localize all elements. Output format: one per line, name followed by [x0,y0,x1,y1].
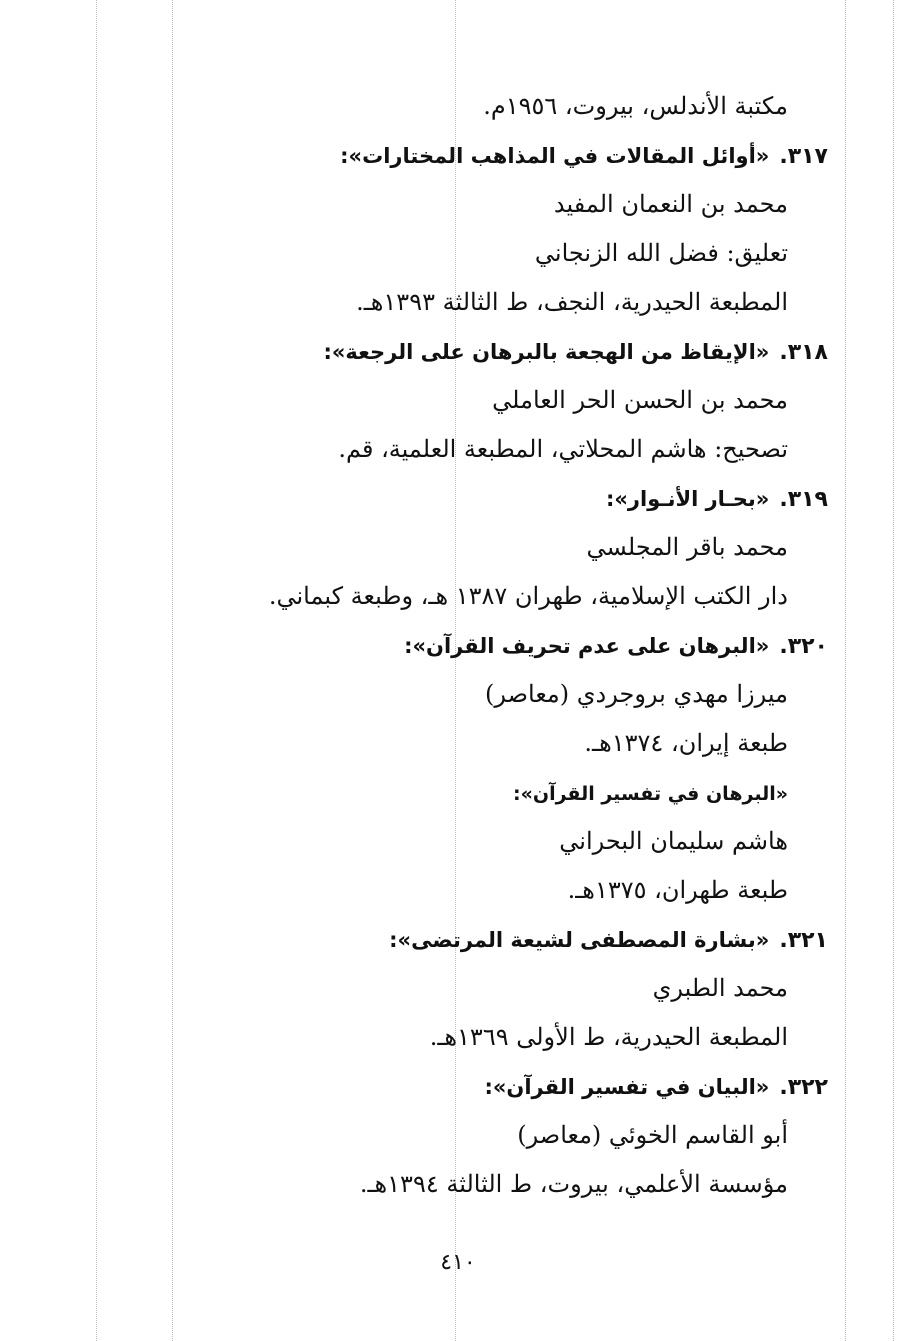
text-line: هاشم سليمان البحراني [559,827,788,855]
sub-entry-heading [110,768,788,817]
text-line: مؤسسة الأعلمي، بيروت، ط الثالثة ١٣٩٤هـ. [359,1170,788,1198]
text-line: مكتبة الأندلس، بيروت، ١٩٥٦م. [483,92,788,120]
entry-number: ٣٢١. [779,928,828,953]
entry-number: ٣١٩. [779,487,828,512]
entry-title: «أوائل المقالات في المذاهب المختارات»: [340,144,770,168]
text-line: دار الكتب الإسلامية، طهران ١٣٨٧ هـ، وطبعة كبماني. [268,582,788,610]
entry-title: «البرهان على عدم تحريف القرآن»: [404,634,770,658]
text-line: محمد باقر المجلسي [586,533,788,561]
text-line: محمد بن الحسن الحر العاملي [492,386,788,414]
text-line: تصحيح: هاشم المحلاتي، المطبعة العلمية، قم. [338,435,788,463]
entry-heading-321 [110,915,828,964]
page-number: ٤١٠ [440,1250,476,1275]
text-line: محمد بن النعمان المفيد [553,190,788,218]
entry-title: «الإيقاظ من الهجعة بالبرهان على الرجعة»: [323,340,770,364]
entry-heading-320 [110,621,828,670]
sub-entry-title: «البرهان في تفسير القرآن»: [513,783,788,805]
entry-heading-322 [110,1062,828,1111]
entry-heading-317 [110,131,828,180]
entry-number: ٣١٧. [779,144,828,169]
text-line: ميرزا مهدي بروجردي (معاصر) [485,680,788,708]
entry-heading-319 [110,474,828,523]
entry-number: ٣٢٢. [779,1075,828,1100]
entry-title: «البيان في تفسير القرآن»: [484,1075,770,1099]
text-line: أبو القاسم الخوئي (معاصر) [517,1121,788,1149]
text-line: المطبعة الحيدرية، النجف، ط الثالثة ١٣٩٣هـ. [356,288,788,316]
scan-artifact-line [845,0,846,1341]
entry-number: ٣٢٠. [779,634,828,659]
scan-artifact-line [96,0,97,1341]
scan-artifact-line [893,0,894,1341]
text-line: محمد الطبري [652,974,788,1002]
bibliography-text [110,82,828,1209]
text-line: طبعة طهران، ١٣٧٥هـ. [567,876,788,904]
text-line: المطبعة الحيدرية، ط الأولى ١٣٦٩هـ. [429,1023,788,1051]
text-line: طبعة إيران، ١٣٧٤هـ. [584,729,788,757]
text-line: تعليق: فضل الله الزنجاني [534,239,788,267]
entry-heading-318 [110,327,828,376]
entry-number: ٣١٨. [779,340,828,365]
entry-title: «بشارة المصطفى لشيعة المرتضى»: [389,928,770,952]
entry-title: «بحـار الأنـوار»: [605,487,770,511]
